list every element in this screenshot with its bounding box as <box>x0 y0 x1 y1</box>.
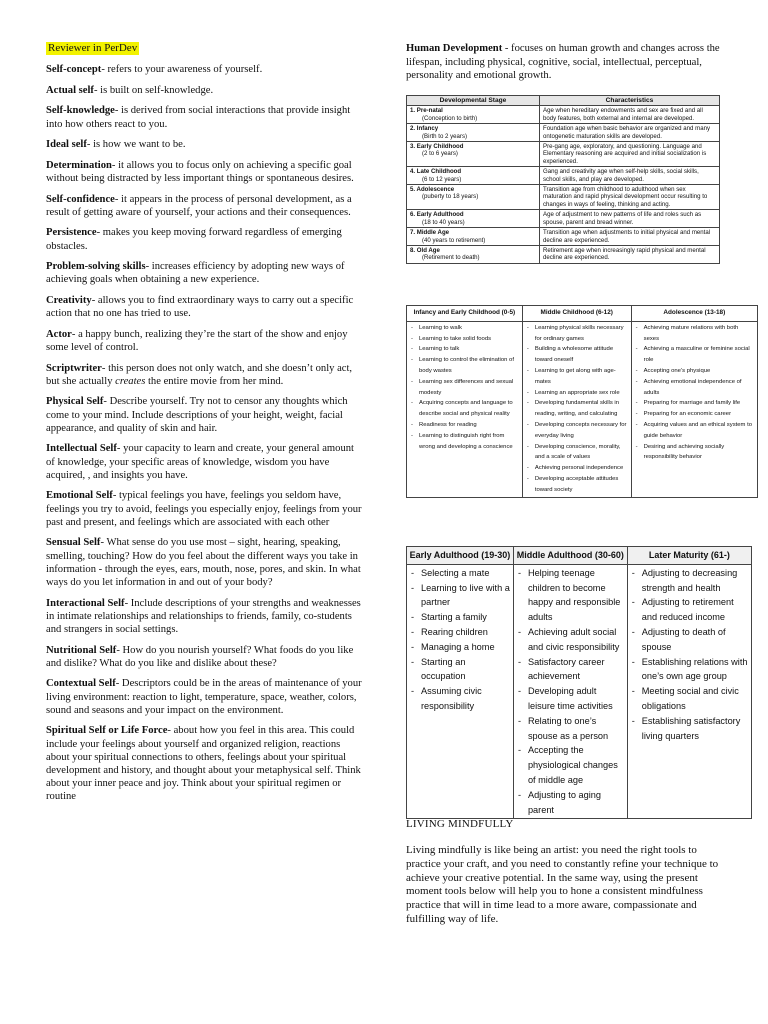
definition-entry <box>46 226 362 252</box>
definition-text: - about how you feel in this area. This could include your feelings about yourself and organized religion, reactions about your spiritual connections to others, feelings about your spiritual development and history, and thought about your metaphysical self. Think about your inner peace and joy. Think about your spiritual regimen or routine <box>46 725 361 803</box>
list-item: - Starting an occupation <box>421 655 510 685</box>
human-development-paragraph <box>406 42 728 83</box>
list-item: - Adjusting to death of spouse <box>642 625 748 655</box>
developmental-stages-table <box>406 95 720 264</box>
definition-entry <box>46 489 362 529</box>
stage-age-range: (18 to 40 years) <box>422 218 465 226</box>
stage-name: 5. Adolescence <box>410 186 455 194</box>
list-item: - Adjusting to retirement and reduced income <box>642 595 748 625</box>
table-row <box>407 185 720 210</box>
definition-text: - Include descriptions of your strengths and weaknesses in intimate relationships and relationships to friends, family, co-students and strangers in social settings. <box>46 597 361 635</box>
definition-entry <box>46 328 362 354</box>
stage-cell <box>407 228 540 246</box>
task-column <box>522 321 631 497</box>
list-item: - Learning an appropriate sex role <box>535 388 628 399</box>
stage-header: Developmental Stage <box>407 96 540 106</box>
later-maturity-header: Later Maturity (61-) <box>627 547 751 565</box>
middle-childhood-header: Middle Childhood (6-12) <box>522 306 631 322</box>
list-item: - Learning to walk <box>419 323 519 334</box>
stage-characteristics: Gang and creativity age when self-help skills, social skills, school skills, and play are developed. <box>540 167 720 185</box>
definition-text: - is how we want to be. <box>86 139 186 151</box>
list-item: - Starting a family <box>421 610 510 625</box>
table-row <box>407 106 720 124</box>
table-row <box>407 142 720 167</box>
definition-text: - How do you nourish yourself? What foods do you like and dislike? What do you like and dislike about these? <box>46 644 354 669</box>
stage-cell <box>407 106 540 124</box>
list-item: - Achieving a masculine or feminine social role <box>644 344 754 366</box>
developmental-tasks-table-adulthood <box>406 546 752 819</box>
definition-term: Sensual Self <box>46 537 101 549</box>
definition-entry <box>46 104 362 130</box>
list-item: - Learning to talk <box>419 344 519 355</box>
definition-term: Ideal self <box>46 139 87 151</box>
stage-age-range: (Birth to 2 years) <box>422 132 468 140</box>
definition-text: - What sense do you use most – sight, hearing, speaking, smelling, touching? How do you feel about the different ways you take in information - through the eyes, ears, mouth, nose, pores, and skin. In what ways do you let information in and out of your body? <box>46 537 361 588</box>
task-list <box>517 566 624 818</box>
definition-entry <box>46 395 362 435</box>
definition-text: - it allows you to focus only on achieving a specific goal without being distracted by less important things or spontaneous desires. <box>46 159 354 184</box>
definition-term: Self-knowledge <box>46 105 115 117</box>
definition-entry <box>46 644 362 670</box>
list-item: - Relating to one’s spouse as a person <box>528 714 624 744</box>
list-item: - Desiring and achieving socially responsibility behavior <box>644 442 754 464</box>
table-row <box>407 124 720 142</box>
list-item: - Preparing for an economic career <box>644 409 754 420</box>
stage-characteristics: Retirement age when increasingly rapid physical and mental decline are experienced. <box>540 245 720 263</box>
definition-entry <box>46 724 362 803</box>
definition-term: Interactional Self <box>46 597 125 609</box>
stage-characteristics: Transition age when adjustments to initial physical and mental decline are experienced. <box>540 228 720 246</box>
definition-term: Persistence <box>46 227 97 239</box>
definition-term: Problem-solving skills <box>46 261 146 273</box>
definition-term: Actor <box>46 328 72 340</box>
definition-text: - typical feelings you have, feelings you seldom have, feelings you try to avoid, feelings you especially enjoy, feelings from your past and present, and feelings which are associated with each other <box>46 490 362 528</box>
developmental-tasks-table-childhood <box>406 305 758 498</box>
list-item: - Selecting a mate <box>421 566 510 581</box>
stage-characteristics: Foundation age when basic behavior are organized and many ontogenetic maturation skills are developed. <box>540 124 720 142</box>
list-item: - Developing fundamental skills in reading, writing, and calculating <box>535 398 628 420</box>
characteristics-header: Characteristics <box>540 96 720 106</box>
list-item: - Learning to control the elimination of body wastes <box>419 355 519 377</box>
list-item: - Preparing for marriage and family life <box>644 398 754 409</box>
stage-cell <box>407 185 540 210</box>
stage-age-range: (Retirement to death) <box>422 254 480 262</box>
list-item: - Helping teenage children to become happy and responsible adults <box>528 566 624 625</box>
stage-age-range: (6 to 12 years) <box>422 175 462 183</box>
stage-characteristics: Pre-gang age, exploratory, and questioning. Language and Elementary reasoning are acquired and initial socialization is experienced. <box>540 142 720 167</box>
living-mindfully-title: LIVING MINDFULLY <box>406 818 514 830</box>
list-item: - Learning to live with a partner <box>421 581 510 611</box>
definitions-list <box>46 63 362 803</box>
living-mindfully-paragraph: Living mindfully is like being an artist: you need the right tools to practice your craft, and you need to constantly refine your technique to achieve your creative potential. In the same way, using the present moment tools below will help you to hone a consistent mindfulness practice that will in time lead to a more aware, compassionate and fulfilling way of life. <box>406 844 719 925</box>
list-item: - Managing a home <box>421 640 510 655</box>
definition-term: Physical Self <box>46 396 104 408</box>
stage-name: 8. Old Age <box>410 246 440 254</box>
list-item: - Rearing children <box>421 625 510 640</box>
stage-name: 3. Early Childhood <box>410 143 464 151</box>
stage-name: 6. Early Adulthood <box>410 211 464 219</box>
definition-text: - this person does not only watch, and she doesn’t only act, but she actually <box>46 362 353 387</box>
definition-emphasis: creates <box>115 375 146 387</box>
definition-text: - is built on self-knowledge. <box>93 84 214 96</box>
definition-term: Self-confidence <box>46 193 115 205</box>
definition-entry <box>46 294 362 320</box>
table-row <box>407 167 720 185</box>
stage-age-range: (2 to 6 years) <box>422 150 458 158</box>
list-item: - Achieving adult social and civic responsibility <box>528 625 624 655</box>
definition-entry <box>46 63 362 76</box>
definition-entry <box>46 442 362 482</box>
task-column <box>407 564 514 819</box>
human-development-text: - focuses on human growth and changes across the lifespan, including physical, cognitive, social, intellectual, perceptual, personality and emotional growth. <box>406 43 720 82</box>
list-item: - Achieving emotional independence of adults <box>644 377 754 399</box>
definition-entry <box>46 138 362 151</box>
definition-text: - allows you to find extraordinary ways to carry out a specific action that no one has tried to use. <box>46 294 354 320</box>
list-item: - Learning to take solid foods <box>419 334 519 345</box>
definition-entry <box>46 159 362 185</box>
task-column <box>407 321 523 497</box>
list-item: - Establishing satisfactory living quarters <box>642 714 748 744</box>
list-item: - Developing acceptable attitudes toward society <box>535 474 628 496</box>
stage-characteristics: Age when hereditary endowments and sex are fixed and all body features, both external and internal are developed. <box>540 106 720 124</box>
stage-name: 7. Middle Age <box>410 229 450 237</box>
task-column <box>627 564 751 819</box>
definition-term: Contextual Self <box>46 678 116 690</box>
list-item: - Developing concepts necessary for everyday living <box>535 420 628 442</box>
definitions-column <box>46 42 362 811</box>
list-item: - Assuming civic responsibility <box>421 684 510 714</box>
definition-term: Nutritional Self <box>46 644 117 656</box>
table-row <box>407 245 720 263</box>
list-item: - Achieving personal independence <box>535 463 628 474</box>
human-development-term: Human Development <box>406 43 503 54</box>
list-item: - Achieving mature relations with both sexes <box>644 323 754 345</box>
stage-characteristics: Transition age from childhood to adulthood when sex maturation and rapid physical development occur resulting to changes in ways of feeling, thinking and acting. <box>540 185 720 210</box>
human-development-section <box>406 42 728 91</box>
definition-term: Spiritual Self or Life Force <box>46 725 168 737</box>
infancy-header: Infancy and Early Childhood (0-5) <box>407 306 523 322</box>
stage-age-range: (40 years to retirement) <box>422 236 486 244</box>
table-row <box>407 210 720 228</box>
definition-entry <box>46 536 362 589</box>
list-item: - Readiness for reading <box>419 420 519 431</box>
definition-text: - is derived from social interactions that provide insight into how others react to you. <box>46 105 351 130</box>
list-item: - Satisfactory career achievement <box>528 655 624 685</box>
task-list <box>631 566 748 744</box>
stage-characteristics: Age of adjustment to new patterns of life and roles such as spouse, parent and bread winner. <box>540 210 720 228</box>
reviewer-title: Reviewer in PerDev <box>48 42 138 54</box>
stage-age-range: (Conception to birth) <box>422 114 478 122</box>
list-item: - Adjusting to decreasing strength and health <box>642 566 748 596</box>
stage-name: 1. Pre-natal <box>410 107 443 115</box>
list-item: - Acquiring values and an ethical system to guide behavior <box>644 420 754 442</box>
definition-text: - a happy bunch, realizing they’re the start of the show and enjoy some level of control. <box>46 328 348 353</box>
list-item: - Developing conscience, morality, and a scale of values <box>535 442 628 464</box>
stage-cell <box>407 210 540 228</box>
definition-term: Scriptwriter <box>46 362 102 374</box>
definition-entry <box>46 84 362 97</box>
definition-text: - makes you keep moving forward regardless of emerging obstacles. <box>46 227 342 252</box>
list-item: - Acquiring concepts and language to describe social and physical reality <box>419 398 519 420</box>
table-row <box>407 228 720 246</box>
definition-entry <box>46 260 362 286</box>
definition-term: Creativity <box>46 294 92 306</box>
list-item: - Learning sex differences and sexual modesty <box>419 377 519 399</box>
list-item: - Establishing relations with one’s own age group <box>642 655 748 685</box>
task-list <box>635 323 754 463</box>
definition-term: Intellectual Self <box>46 443 117 455</box>
list-item: - Accepting the physiological changes of middle age <box>528 743 624 787</box>
definition-entry <box>46 677 362 717</box>
definition-term: Self-concept <box>46 64 102 76</box>
list-item: - Developing adult leisure time activities <box>528 684 624 714</box>
definition-text: the entire movie from her mind. <box>145 375 284 387</box>
early-adulthood-header: Early Adulthood (19-30) <box>407 547 514 565</box>
list-item: - Learning to distinguish right from wrong and developing a conscience <box>419 431 519 453</box>
stage-cell <box>407 245 540 263</box>
task-list <box>526 323 628 496</box>
middle-adulthood-header: Middle Adulthood (30-60) <box>513 547 627 565</box>
list-item: - Learning to get along with age-mates <box>535 366 628 388</box>
task-list <box>410 566 510 714</box>
definition-entry <box>46 597 362 637</box>
task-list <box>410 323 519 453</box>
stage-cell <box>407 142 540 167</box>
stage-cell <box>407 167 540 185</box>
task-column <box>631 321 757 497</box>
stage-cell <box>407 124 540 142</box>
stage-name: 2. Infancy <box>410 125 439 133</box>
definition-text: - increases efficiency by adopting new ways of achieving goals when obtaining a new experience. <box>46 261 345 286</box>
list-item: - Meeting social and civic obligations <box>642 684 748 714</box>
definition-text: - your capacity to learn and create, your general amount of knowledge, your specific areas of knowledge, wisdom you have acquired, , and insights you have. <box>46 443 354 481</box>
adolescence-header: Adolescence (13-18) <box>631 306 757 322</box>
definition-entry <box>46 193 362 219</box>
list-item: - Learning physical skills necessary for ordinary games <box>535 323 628 345</box>
definition-term: Emotional Self <box>46 490 113 502</box>
definition-term: Actual self <box>46 84 94 96</box>
definition-term: Determination <box>46 159 112 171</box>
list-item: - Accepting one’s physique <box>644 366 754 377</box>
list-item: - Adjusting to aging parent <box>528 788 624 818</box>
stage-name: 4. Late Childhood <box>410 168 462 176</box>
definition-text: - it appears in the process of personal development, as a result of getting aware of yourself, your actions and their consequences. <box>46 193 352 218</box>
definition-text: - Descriptors could be in the areas of maintenance of your living environment: reaction to light, temperature, space, weather, colors, sound and seasons and your impact on the environment. <box>46 678 362 716</box>
task-column <box>513 564 627 819</box>
definition-text: - refers to your awareness of yourself. <box>101 64 263 76</box>
list-item: - Building a wholesome attitude toward oneself <box>535 344 628 366</box>
definition-text: - Describe yourself. Try not to censor any thoughts which come to your mind. Include descriptions of your height, weight, facial appearance, and quality of skin and hair. <box>46 396 348 434</box>
definition-entry <box>46 362 362 388</box>
stage-age-range: (puberty to 18 years) <box>422 193 479 201</box>
